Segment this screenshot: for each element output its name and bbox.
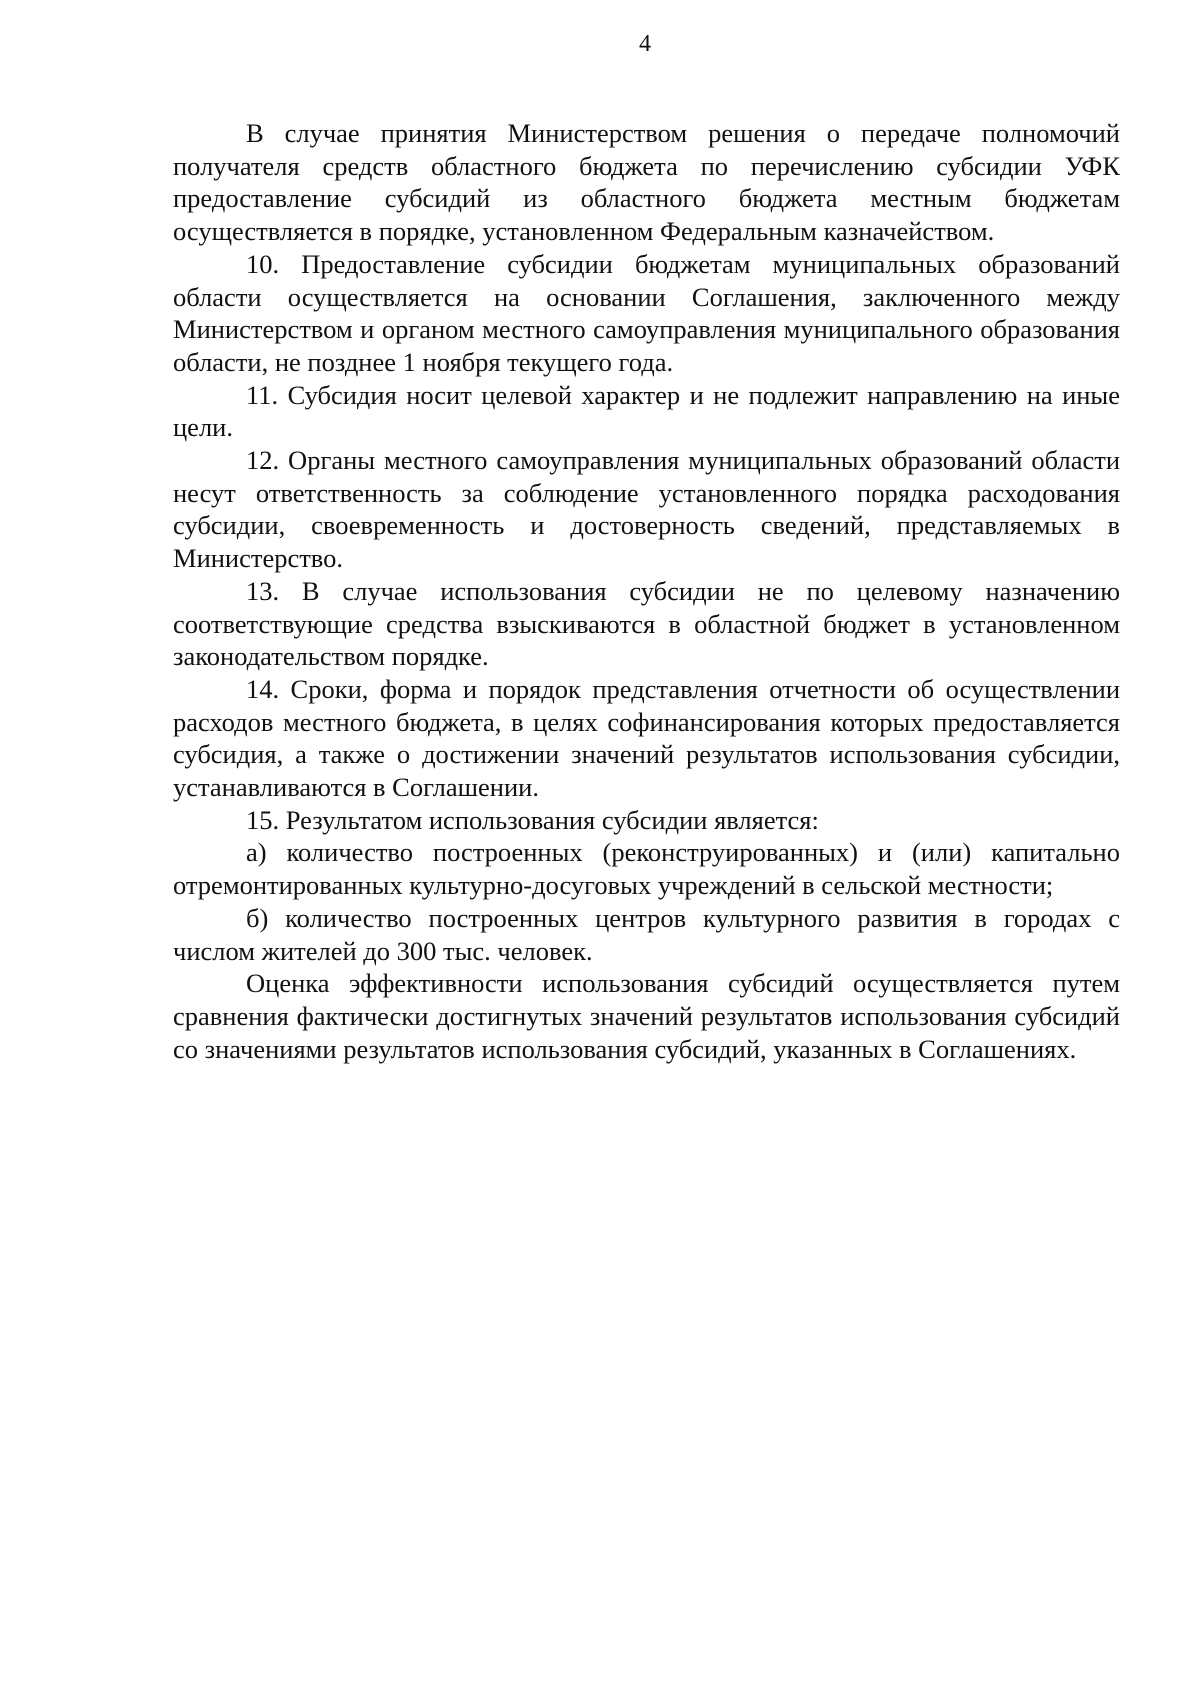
paragraph-13: 13. В случае использования субсидии не по целевому назначению соответствующие средства взыскиваются в областной бюджет в установленном законодательством порядке. xyxy=(173,575,1120,672)
paragraph-15: 15. Результатом использования субсидии является: xyxy=(246,804,819,835)
paragraph-11: 11. Субсидия носит целевой характер и не подлежит направлению на иные цели. xyxy=(173,379,1120,443)
document-body xyxy=(173,117,1120,1065)
paragraph-15-item-b: б) количество построенных центров культурного развития в городах с числом жителей до 300 тыс. человек. xyxy=(173,902,1120,966)
paragraph-15-item-a: а) количество построенных (реконструированных) и (или) капитально отремонтированных культурно-досуговых учреждений в сельской местности; xyxy=(173,837,1120,901)
paragraph-12: 12. Органы местного самоуправления муниципальных образований области несут ответственность за соблюдение установленного порядка расходования субсидии, своевременность и достоверность сведений, представляемых в Министерство. xyxy=(173,445,1120,574)
paragraph-efficiency-evaluation: Оценка эффективности использования субсидий осуществляется путем сравнения фактически достигнутых значений результатов использования субсидий со значениями результатов использования субсидий, указанных в Соглашениях. xyxy=(173,968,1120,1064)
paragraph-14: 14. Сроки, форма и порядок представления отчетности об осуществлении расходов местного бюджета, в целях софинансирования которых предоставляется субсидия, а также о достижении значений результатов использования субсидии, устанавливаются в Соглашении. xyxy=(173,673,1120,803)
paragraph-treasury-transfer: В случае принятия Министерством решения о передаче полномочий получателя средств областного бюджета по перечислению субсидии УФК предоставление субсидий из областного бюджета местным бюджетам осуществляется в порядке, установленном Федеральным казначейством. xyxy=(173,118,1120,247)
page-number: 4 xyxy=(639,31,651,57)
paragraph-10: 10. Предоставление субсидии бюджетам муниципальных образований области осуществляется на основании Соглашения, заключенного между Министерством и органом местного самоуправления муниципального образования области, не позднее 1 ноября текущего года. xyxy=(173,248,1120,377)
